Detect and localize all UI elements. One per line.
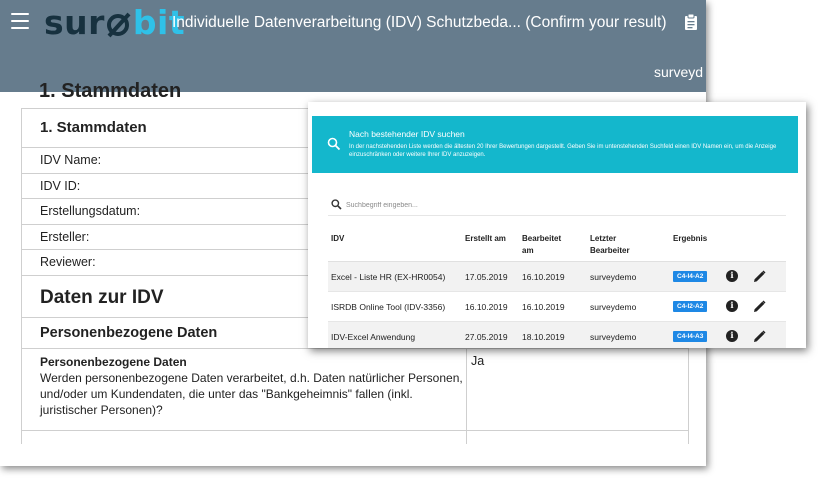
field-row-ersteller: Ersteller: [22, 224, 688, 250]
edit-pencil-icon[interactable] [753, 270, 766, 283]
logo-slash-o-icon [105, 8, 133, 38]
list-item[interactable]: Excel - Liste HR (EX-HR0054) 17.05.2019 16.10.2019 surveydemo C4-I4-A2 i [328, 262, 786, 292]
info-icon[interactable] [726, 330, 738, 342]
list-item[interactable]: ISRDB Online Tool (IDV-3356) 16.10.2019 16.10.2019 surveydemo C4-I2-A2 i [328, 292, 786, 322]
column-header-idv: IDV [331, 234, 345, 243]
hamburger-menu-icon[interactable] [11, 13, 29, 29]
personenbezogene-heading-row: Personenbezogene Daten [22, 317, 688, 348]
idv-search-panel [308, 102, 806, 348]
search-icon [331, 199, 342, 210]
user-name[interactable]: surveyd [654, 64, 704, 80]
daten-zur-idv-heading-row: Daten zur IDV [22, 275, 688, 317]
result-badge: C4-I4-A3 [673, 331, 707, 342]
idv-list [328, 222, 786, 348]
app-header [0, 0, 706, 92]
column-header-ergebnis: Ergebnis [673, 234, 708, 243]
banner-description: In der nachstehenden Liste werden die ältesten 20 Ihrer Bewertungen dargestellt. Geben Sie im untenstehenden Suchfeld einen IDV Namen ein, um die Anzeige einzuschränken oder weitere Ihrer IDV anzuzeigen. [349, 144, 777, 158]
stammdaten-heading-row: 1. Stammdaten [22, 108, 688, 147]
question-text: Personenbezogene Daten Werden personenbezogene Daten verarbeitet, d.h. Daten natürlicher Personen, und/oder um Kundendaten, die unter das "Bankgeheimnis" fallen (inkl. juristischer Personen)? [22, 349, 467, 430]
next-question-row [22, 430, 688, 444]
question-row-personenbezogen [22, 348, 688, 430]
edit-pencil-icon[interactable] [753, 300, 766, 313]
field-row-reviewer: Reviewer: [22, 249, 688, 275]
search-input[interactable] [346, 197, 766, 213]
list-item[interactable]: IDV-Excel Anwendung 27.05.2019 18.10.2019 surveydemo C4-I4-A3 i [328, 322, 786, 348]
column-header-letzter-bearbeiter: Letzter Bearbeiter [590, 234, 630, 255]
field-row-idv-id: IDV ID: [22, 173, 688, 199]
search-banner [312, 116, 798, 173]
partial-section-heading: 1. Stammdaten [39, 80, 182, 102]
edit-pencil-icon[interactable] [753, 330, 766, 343]
list-header [328, 222, 786, 262]
search-icon [327, 137, 341, 151]
result-badge: C4-I4-A2 [673, 271, 707, 282]
search-field[interactable] [328, 196, 786, 216]
info-icon[interactable] [726, 300, 738, 312]
info-icon[interactable] [726, 270, 738, 282]
field-row-idv-name: IDV Name: [22, 147, 688, 173]
column-header-bearbeitet: Bearbeitet am [522, 234, 562, 255]
banner-title: Nach bestehender IDV suchen [349, 129, 465, 139]
page-title: Individuelle Datenverarbeitung (IDV) Schutzbeda... (Confirm your result) [172, 14, 667, 31]
result-badge: C4-I2-A2 [673, 301, 707, 312]
clipboard-icon[interactable] [684, 13, 698, 31]
column-header-erstellt: Erstellt am [465, 234, 506, 243]
surbit-logo: sur bit [44, 3, 186, 42]
question-answer: Ja [471, 353, 485, 368]
field-row-erstellungsdatum: Erstellungsdatum: [22, 198, 688, 224]
